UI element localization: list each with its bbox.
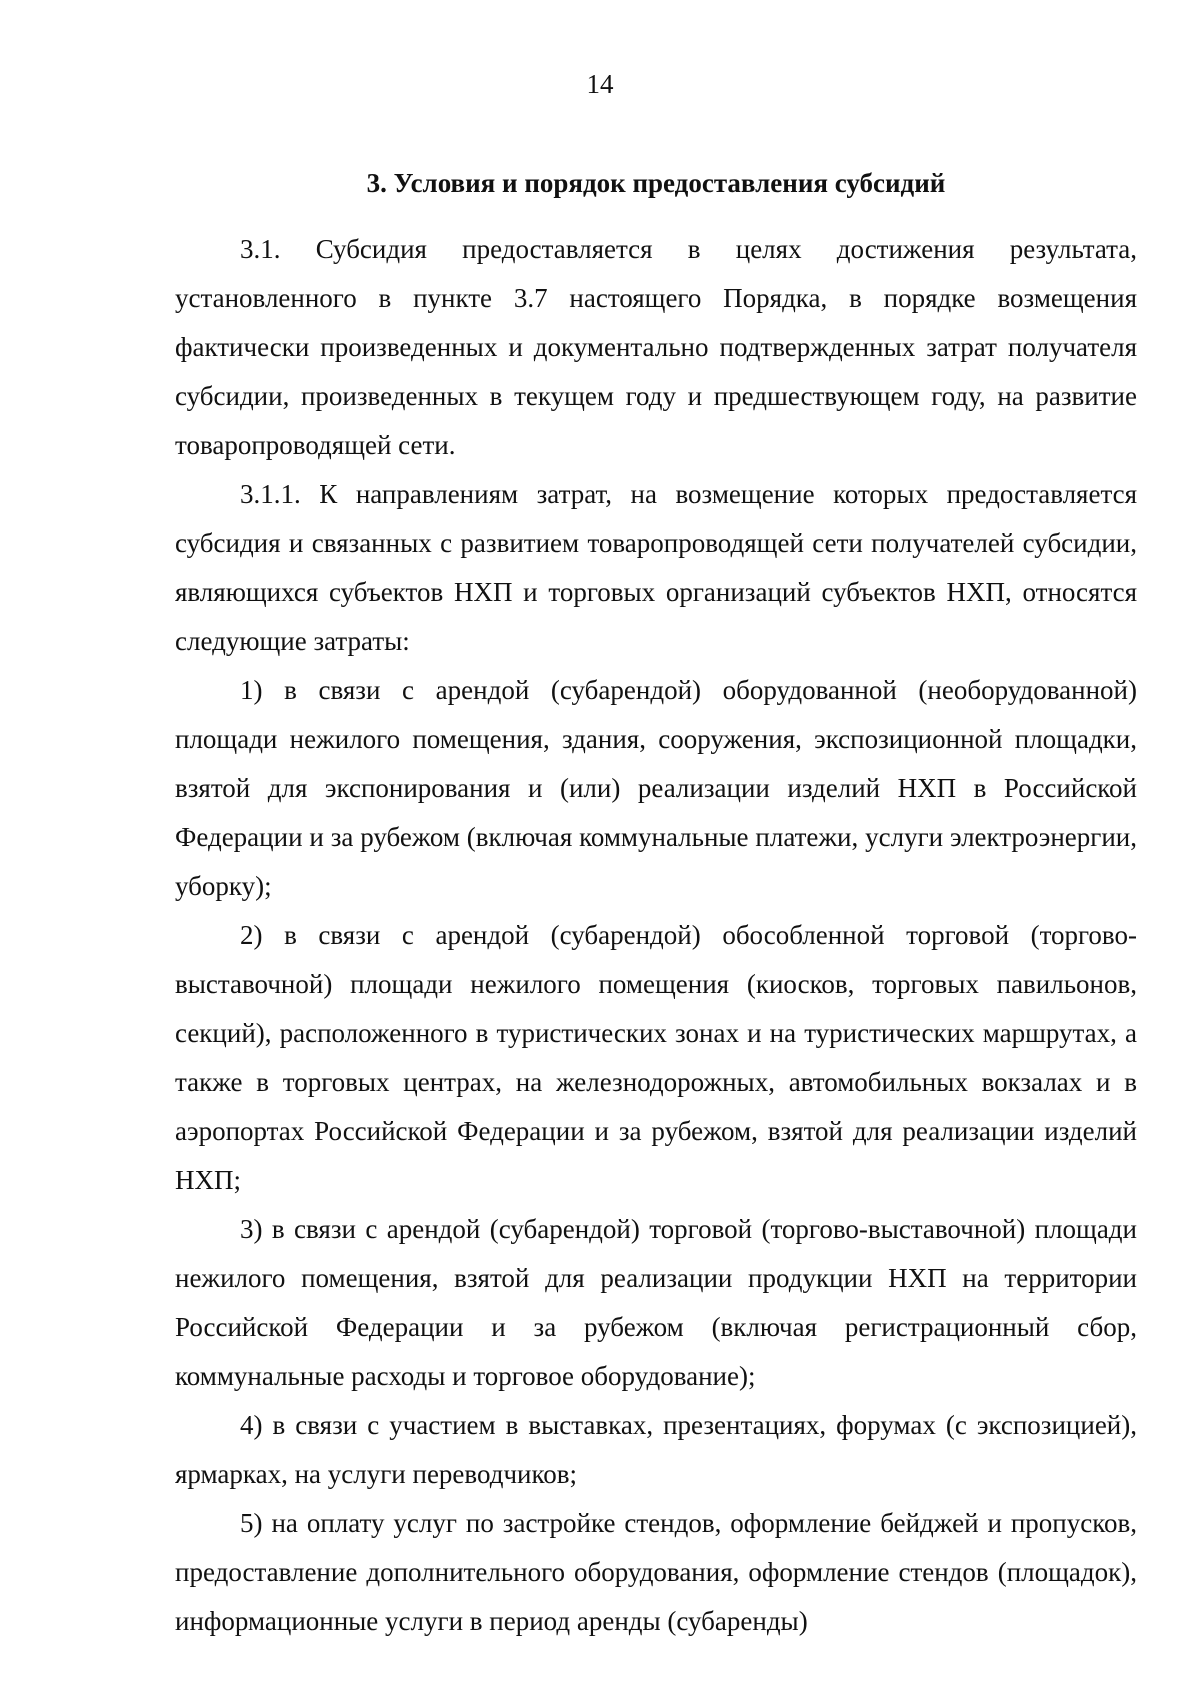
list-item-5: 5) на оплату услуг по застройке стендов, оформление бейджей и пропусков, предоставление дополнительного оборудования, оформление стендов (площадок), информационные услуги в период аренды (субаренды) xyxy=(175,1508,1137,1636)
paragraph-3-1: 3.1. Субсидия предоставляется в целях достижения результата, установленного в пункте 3.7 настоящего Порядка, в порядке возмещения фактически произведенных и документально подтвержденных затрат получателя субсидии, произведенных в текущем году и предшествующем году, на развитие товаропроводящей сети. xyxy=(175,234,1137,460)
document-body xyxy=(175,225,1137,1646)
list-item-4: 4) в связи с участием в выставках, презентациях, форумах (с экспозицией), ярмарках, на услуги переводчиков; xyxy=(175,1410,1137,1489)
list-item-1: 1) в связи с арендой (субарендой) оборудованной (необорудованной) площади нежилого помещения, здания, сооружения, экспозиционной площадки, взятой для экспонирования и (или) реализации изделий НХП в Российской Федерации и за рубежом (включая коммунальные платежи, услуги электроэнергии, уборку); xyxy=(175,675,1137,901)
section-heading: 3. Условия и порядок предоставления субсидий xyxy=(366,168,946,198)
page-number: 14 xyxy=(586,69,614,99)
paragraph-3-1-1: 3.1.1. К направлениям затрат, на возмещение которых предоставляется субсидия и связанных с развитием товаропроводящей сети получателей субсидии, являющихся субъектов НХП и торговых организаций субъектов НХП, относятся следующие затраты: xyxy=(175,479,1137,656)
list-item-2: 2) в связи с арендой (субарендой) обособленной торговой (торгово-выставочной) площади нежилого помещения (киосков, торговых павильонов, секций), расположенного в туристических зонах и на туристических маршрутах, а также в торговых центрах, на железнодорожных, автомобильных вокзалах и в аэропортах Российской Федерации и за рубежом, взятой для реализации изделий НХП; xyxy=(175,920,1137,1195)
list-item-3: 3) в связи с арендой (субарендой) торговой (торгово-выставочной) площади нежилого помещения, взятой для реализации продукции НХП на территории Российской Федерации и за рубежом (включая регистрационный сбор, коммунальные расходы и торговое оборудование); xyxy=(175,1214,1137,1391)
